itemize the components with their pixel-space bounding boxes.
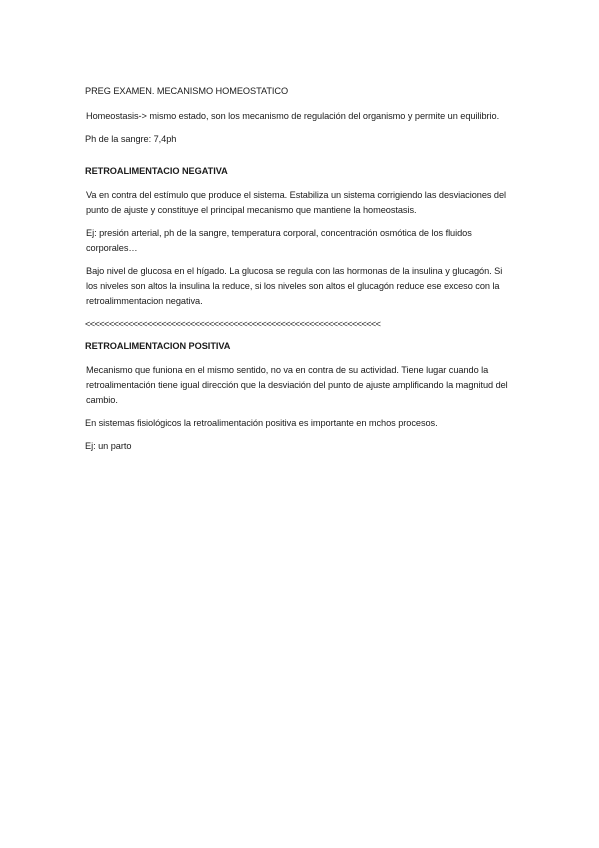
- section-spacer: [85, 155, 515, 164]
- negative-feedback-definition: Va en contra del estímulo que produce el sistema. Estabiliza un sistema corrigiendo las desviaciones del punto de ajuste y constituye el principal mecanismo que mantiene la homeostasis.: [86, 190, 507, 215]
- negative-feedback-heading: RETROALIMENTACIO NEGATIVA: [85, 166, 228, 176]
- intro-paragraph-ph: Ph de la sangre: 7,4ph: [85, 134, 177, 144]
- positive-feedback-importance: En sistemas fisiológicos la retroalimentación positiva es importante en mchos procesos.: [85, 418, 438, 428]
- document-body: [85, 84, 515, 462]
- positive-feedback-definition: Mecanismo que funiona en el mismo sentido, no va en contra de su actividad. Tiene lugar cuando la retroalimentación tiene igual dirección que la desviación del punto de ajuste amplificando la magnitud del cambio.: [86, 365, 508, 405]
- document-title: PREG EXAMEN. MECANISMO HOMEOSTATICO: [85, 86, 289, 96]
- negative-feedback-examples: Ej: presión arterial, ph de la sangre, temperatura corporal, concentración osmótica de los fluidos corporales…: [86, 228, 472, 253]
- separator-line: <<<<<<<<<<<<<<<<<<<<<<<<<<<<<<<<<<<<<<<<<<<<<<<<<<<<<<<<<<<<<<: [85, 319, 381, 329]
- intro-paragraph-homeostasis: Homeostasis-> mismo estado, son los mecanismo de regulación del organismo y permite un equilibrio.: [86, 111, 500, 121]
- negative-feedback-glucose: Bajo nivel de glucosa en el hígado. La glucosa se regula con las hormonas de la insulina y glucagón. Si los niveles son altos la insulina la reduce, si los niveles son altos el glucagón reduce ese exceso con la retroalimmentacion negativa.: [86, 266, 503, 306]
- positive-feedback-example: Ej: un parto: [85, 441, 132, 451]
- positive-feedback-heading: RETROALIMENTACION POSITIVA: [85, 341, 231, 351]
